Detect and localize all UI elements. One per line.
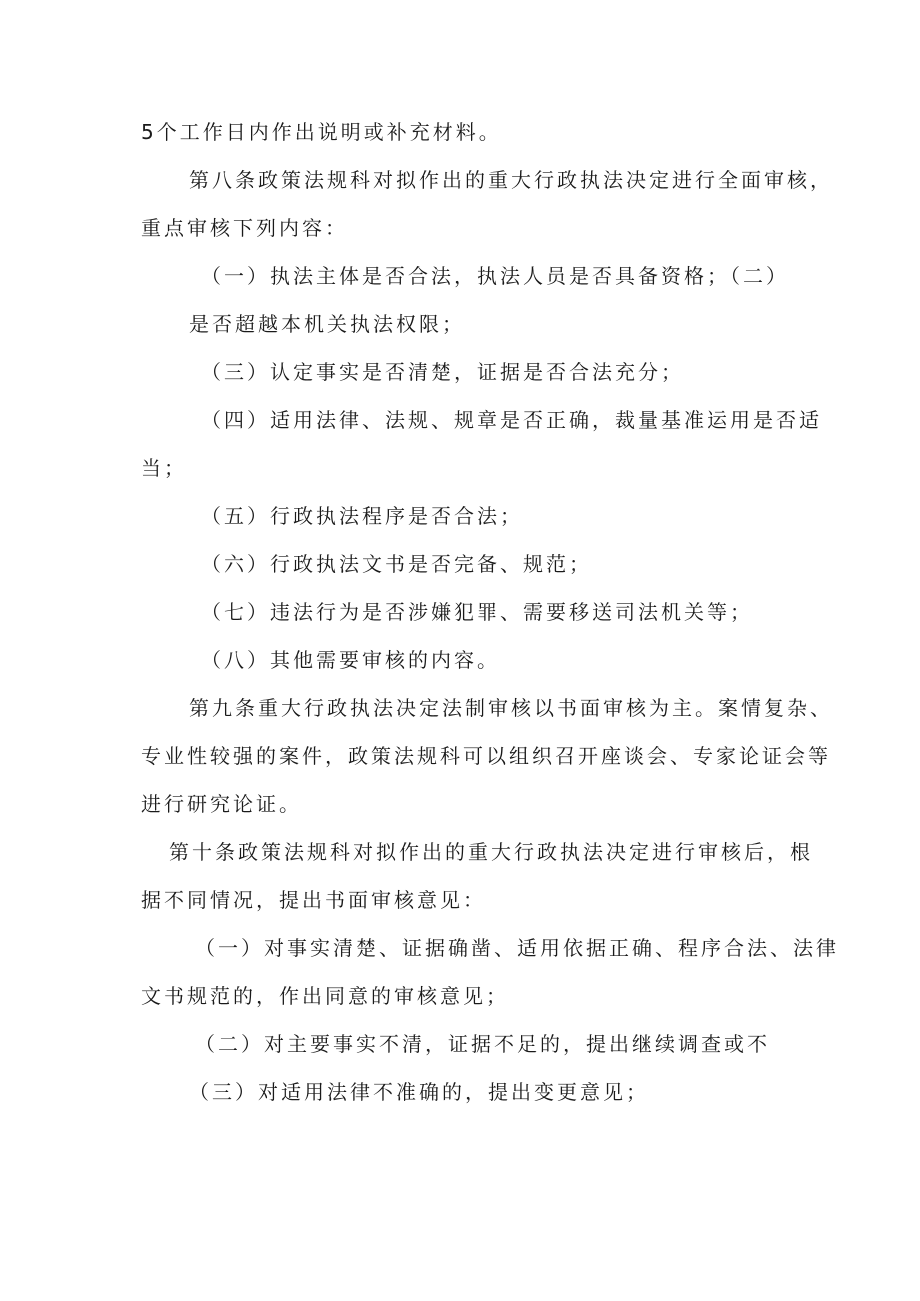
item-7-line: （七）违法行为是否涉嫌犯罪、需要移送司法机关等；	[201, 600, 753, 624]
article-10-item-1-line-1: （一）对事实清楚、证据确凿、适用依据正确、程序合法、法律	[195, 936, 839, 960]
article-10-item-3-line: （三）对适用法律不准确的，提出变更意见；	[189, 1080, 649, 1104]
article-10-item-1-line-2: 文书规范的，作出同意的审核意见；	[141, 984, 509, 1008]
article-10-line-2: 据不同情况，提出书面审核意见：	[141, 888, 486, 912]
item-4-line-1: （四）适用法律、法规、规章是否正确，裁量基准运用是否适	[201, 408, 822, 432]
article-10-line-1: 第十条政策法规科对拟作出的重大行政执法决定进行审核后，根	[169, 840, 813, 864]
item-4-line-2: 当；	[141, 456, 187, 480]
item-6-line: （六）行政执法文书是否完备、规范；	[201, 552, 592, 576]
article-9-line-3: 进行研究论证。	[141, 792, 302, 816]
item-5-line: （五）行政执法程序是否合法；	[201, 504, 523, 528]
article-8-line-1: 第八条政策法规科对拟作出的重大行政执法决定进行全面审核，	[189, 168, 833, 192]
item-8-line: （八）其他需要审核的内容。	[201, 648, 500, 672]
text-line-1: 5个工作日内作出说明或补充材料。	[141, 120, 502, 144]
article-9-line-2: 专业性较强的案件，政策法规科可以组织召开座谈会、专家论证会等	[141, 744, 831, 768]
item-2-line: 是否超越本机关执法权限；	[189, 312, 465, 336]
article-8-line-2: 重点审核下列内容：	[141, 216, 348, 240]
item-3-line: （三）认定事实是否清楚，证据是否合法充分；	[201, 360, 684, 384]
article-9-line-1: 第九条重大行政执法决定法制审核以书面审核为主。案情复杂、	[189, 696, 833, 720]
item-1-line: （一）执法主体是否合法，执法人员是否具备资格；（二）	[201, 264, 789, 288]
article-10-item-2-line: （二）对主要事实不清，证据不足的，提出继续调查或不	[195, 1032, 770, 1056]
